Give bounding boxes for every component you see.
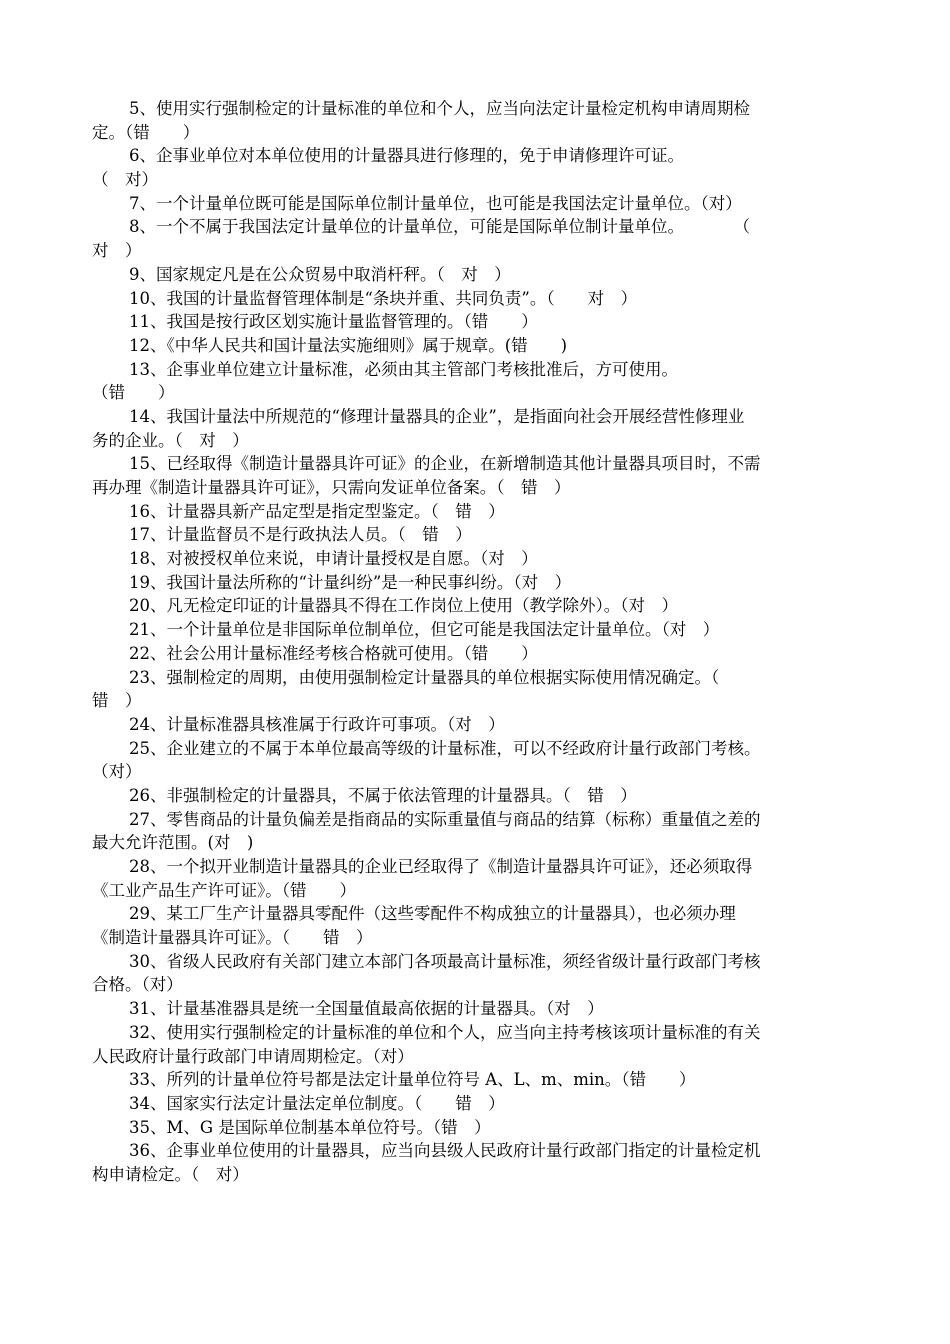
text-line: 再办理《制造计量器具许可证》，只需向发证单位备案。（ 错 ） [92, 478, 571, 497]
text-line: 32、使用实行强制检定的计量标准的单位和个人，应当向主持考核该项计量标准的有关 [129, 1022, 761, 1042]
text-line: 9、国家规定凡是在公众贸易中取消杆秤。（ 对 ） [129, 264, 511, 284]
text-line: 《制造计量器具许可证》。（ 错 ） [92, 928, 373, 948]
text-line: 12、《中华人民共和国计量法实施细则》属于规章。(错 ) [129, 335, 568, 355]
text-line: 35、M、G 是国际单位制基本单位符号。（错 ） [129, 1117, 491, 1137]
text-line: 13、企事业单位建立计量标准，必须由其主管部门考核批准后，方可使用。 [129, 359, 678, 379]
text-line: 14、我国计量法中所规范的“修理计量器具的企业”，是指面向社会开展经营性修理业 [129, 406, 745, 426]
text-line: 30、省级人民政府有关部门建立本部门各项最高计量标准，须经省级计量行政部门考核 [129, 951, 761, 971]
text-line: 7、一个计量单位既可能是国际单位制计量单位，也可能是我国法定计量单位。（对） [129, 193, 742, 213]
text-line: 26、非强制检定的计量器具，不属于依法管理的计量器具。（ 错 ） [129, 785, 637, 805]
text-line: 16、计量器具新产品定型是指定型鉴定。（ 错 ） [129, 501, 505, 521]
text-line: 34、国家实行法定计量法定单位制度。（ 错 ） [129, 1093, 505, 1113]
text-line: （ 对） [92, 170, 158, 190]
text-line: 10、我国的计量监督管理体制是“条块并重、共同负责”。（ 对 ） [129, 288, 638, 308]
document-body [92, 97, 862, 1187]
text-line: 24、计量标准器具核准属于行政许可事项。（对 ） [129, 714, 505, 734]
text-line: 6、企事业单位对本单位使用的计量器具进行修理的，免于申请修理许可证。 [129, 146, 684, 166]
text-line: 23、强制检定的周期，由使用强制检定计量器具的单位根据实际使用情况确定。（ [129, 667, 720, 687]
text-line: 19、我国计量法所称的“计量纠纷”是一种民事纠纷。（对 ） [129, 572, 572, 592]
text-line: 人民政府计量行政部门申请周期检定。（对） [92, 1046, 414, 1066]
text-line: 33、所列的计量单位符号都是法定计量单位符号 A、L、m、min。（错 ） [129, 1070, 696, 1090]
text-line: 27、零售商品的计量负偏差是指商品的实际重量值与商品的结算（标称）重量值之差的 [129, 809, 761, 829]
text-line: 5、使用实行强制检定的计量标准的单位和个人，应当向法定计量检定机构申请周期检 [129, 99, 750, 118]
text-line: 《工业产品生产许可证》。（错 ） [92, 880, 356, 900]
text-line: 11、我国是按行政区划实施计量监督管理的。（错 ） [129, 312, 538, 332]
text-line: 8、一个不属于我国法定计量单位的计量单位，可能是国际单位制计量单位。 （ [129, 217, 750, 237]
text-line: 对 ） [92, 241, 142, 261]
text-line: 28、一个拟开业制造计量器具的企业已经取得了《制造计量器具许可证》，还必须取得 [129, 857, 753, 876]
text-line: 18、对被授权单位来说，申请计量授权是自愿。（对 ） [129, 549, 538, 569]
text-line: （错 ） [92, 383, 175, 403]
text-line: 错 ） [92, 691, 142, 711]
text-line: （对） [92, 762, 142, 782]
text-line: 36、企事业单位使用的计量器具，应当向县级人民政府计量行政部门指定的计量检定机 [129, 1141, 761, 1161]
text-line: 15、已经取得《制造计量器具许可证》的企业，在新增制造其他计量器具项目时，不需 [129, 454, 761, 474]
text-line: 合格。（对） [92, 975, 183, 995]
text-line: 定。（错 ） [92, 122, 200, 142]
text-line: 务的企业。（ 对 ） [92, 430, 249, 450]
text-line: 最大允许范围。(对 ) [92, 833, 254, 853]
text-line: 构申请检定。（ 对） [92, 1164, 249, 1184]
text-line: 31、计量基准器具是统一全国量值最高依据的计量器具。（对 ） [129, 999, 604, 1019]
text-line: 22、社会公用计量标准经考核合格就可使用。（错 ） [129, 643, 538, 663]
text-line: 21、一个计量单位是非国际单位制单位，但它可能是我国法定计量单位。（对 ） [129, 620, 720, 640]
text-line: 20、凡无检定印证的计量器具不得在工作岗位上使用（教学除外）。（对 ） [129, 596, 678, 616]
text-line: 25、企业建立的不属于本单位最高等级的计量标准，可以不经政府计量行政部门考核。 [129, 738, 761, 758]
text-line: 29、某工厂生产计量器具零配件（这些零配件不构成独立的计量器具），也必须办理 [129, 904, 736, 924]
text-line: 17、计量监督员不是行政执法人员。（ 错 ） [129, 525, 472, 545]
